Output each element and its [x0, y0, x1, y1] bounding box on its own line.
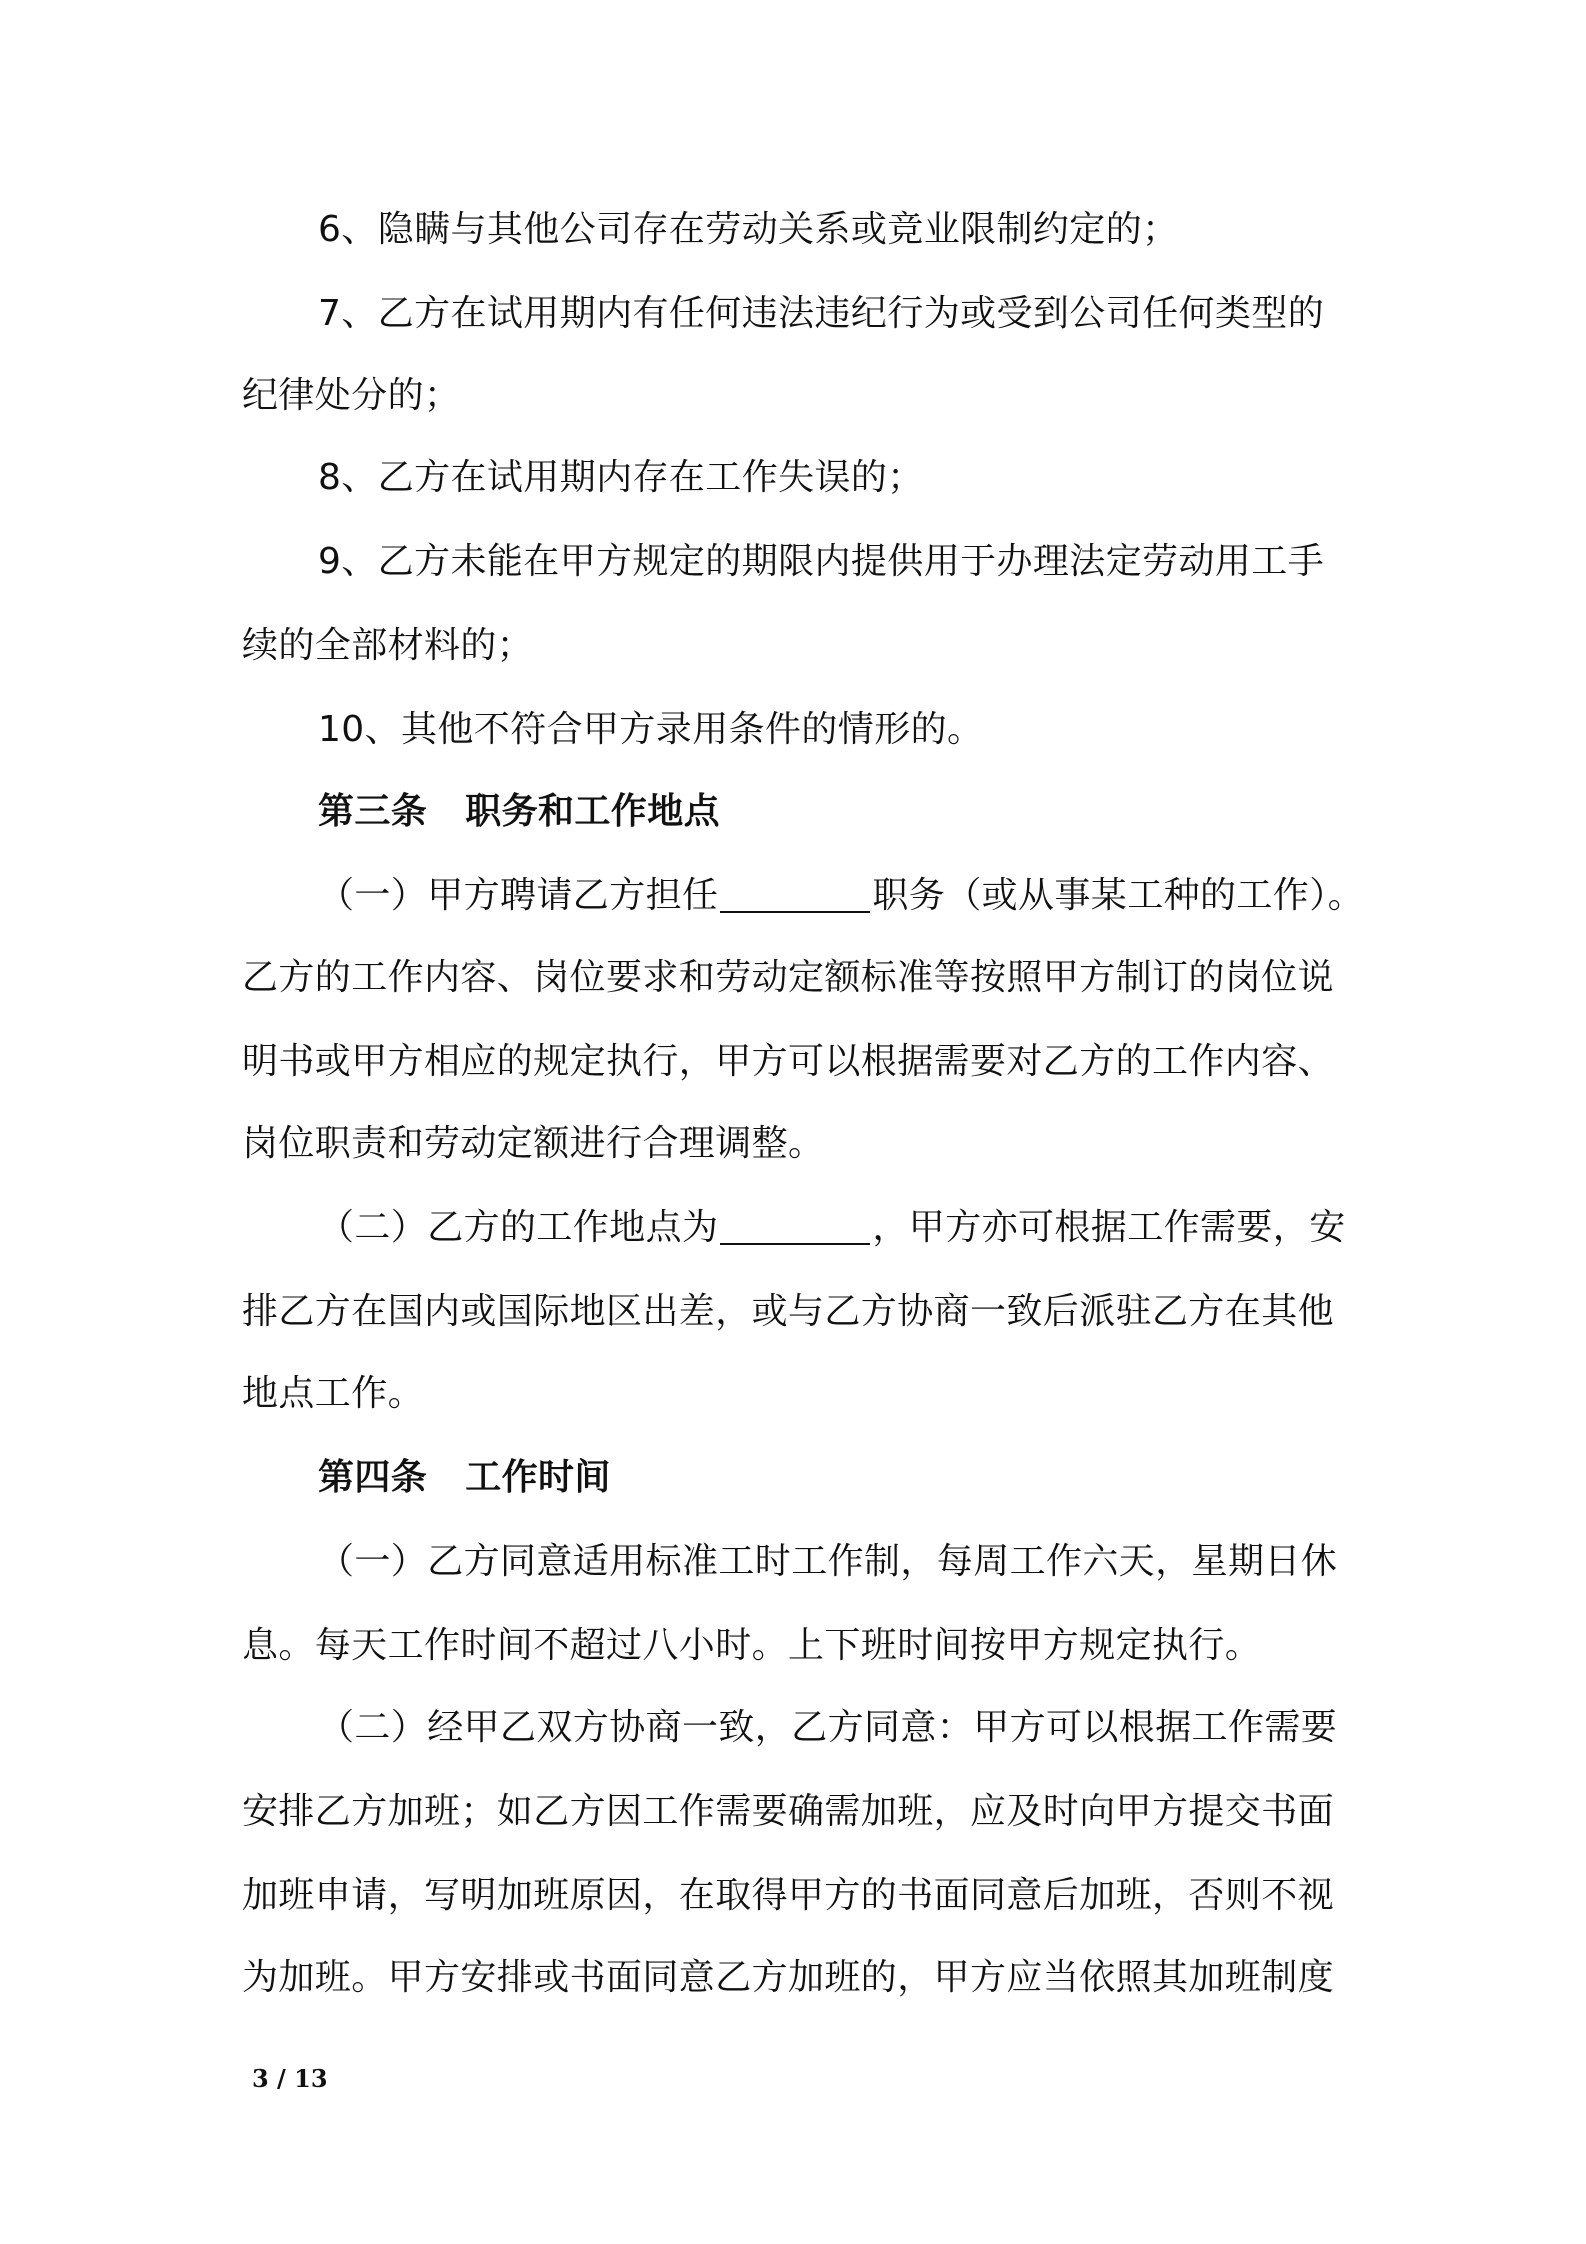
article-3-number: 第三条 — [318, 791, 428, 832]
location-text-before: （二）乙方的工作地点为 — [318, 1207, 719, 1248]
article-3-paragraph-2-line-3: 地点工作。 — [242, 1373, 425, 1414]
position-text-after: 职务（或从事某工种的工作）。 — [872, 875, 1365, 916]
clause-7-line-1: 7、乙方在试用期内有任何违法违纪行为或受到公司任何类型的 — [318, 293, 1325, 334]
article-4-heading — [318, 1454, 1438, 1502]
article-4-line-5: 加班申请，写明加班原因，在取得甲方的书面同意后加班，否则不视 — [242, 1875, 1335, 1916]
article-3-heading — [318, 788, 1438, 836]
article-3-paragraph-1-line-3: 明书或甲方相应的规定执行，甲方可以根据需要对乙方的工作内容、 — [242, 1041, 1335, 1082]
article-3-paragraph-2-line-1 — [318, 1204, 1438, 1252]
clause-9-line-1: 9、乙方未能在甲方规定的期限内提供用于办理法定劳动用工手 — [318, 541, 1325, 582]
location-text-after: ，甲方亦可根据工作需要，安 — [872, 1207, 1346, 1248]
article-3-paragraph-1-line-4: 岗位职责和劳动定额进行合理调整。 — [242, 1123, 825, 1164]
clause-10: 10、其他不符合甲方录用条件的情形的。 — [318, 709, 984, 750]
clause-7-line-2: 纪律处分的； — [242, 375, 461, 416]
article-3-paragraph-1-line-2: 乙方的工作内容、岗位要求和劳动定额标准等按照甲方制订的岗位说 — [242, 957, 1335, 998]
article-4-line-1: （一）乙方同意适用标准工时工作制，每周工作六天，星期日休 — [318, 1541, 1338, 1582]
page-number: 3 / 13 — [252, 2064, 328, 2093]
clause-8: 8、乙方在试用期内存在工作失误的； — [318, 457, 924, 498]
position-text-before: （一）甲方聘请乙方担任 — [318, 875, 719, 916]
article-4-line-6: 为加班。甲方安排或书面同意乙方加班的，甲方应当依照其加班制度 — [242, 1957, 1335, 1998]
article-3-paragraph-1-line-1 — [318, 872, 1438, 920]
article-4-line-4: 安排乙方加班；如乙方因工作需要确需加班，应及时向甲方提交书面 — [242, 1791, 1335, 1832]
article-3-title: 职务和工作地点 — [465, 791, 721, 832]
article-4-title: 工作时间 — [465, 1457, 611, 1498]
article-4-line-2: 息。每天工作时间不超过八小时。上下班时间按甲方规定执行。 — [242, 1625, 1262, 1666]
clause-9-line-2: 续的全部材料的； — [242, 625, 534, 666]
article-4-line-3: （二）经甲乙双方协商一致，乙方同意：甲方可以根据工作需要 — [318, 1707, 1338, 1748]
position-blank — [720, 875, 870, 913]
article-4-number: 第四条 — [318, 1457, 428, 1498]
article-3-paragraph-2-line-2: 排乙方在国内或国际地区出差，或与乙方协商一致后派驻乙方在其他 — [242, 1291, 1335, 1332]
clause-6: 6、隐瞒与其他公司存在劳动关系或竞业限制约定的； — [318, 209, 1179, 250]
location-blank — [720, 1207, 870, 1245]
